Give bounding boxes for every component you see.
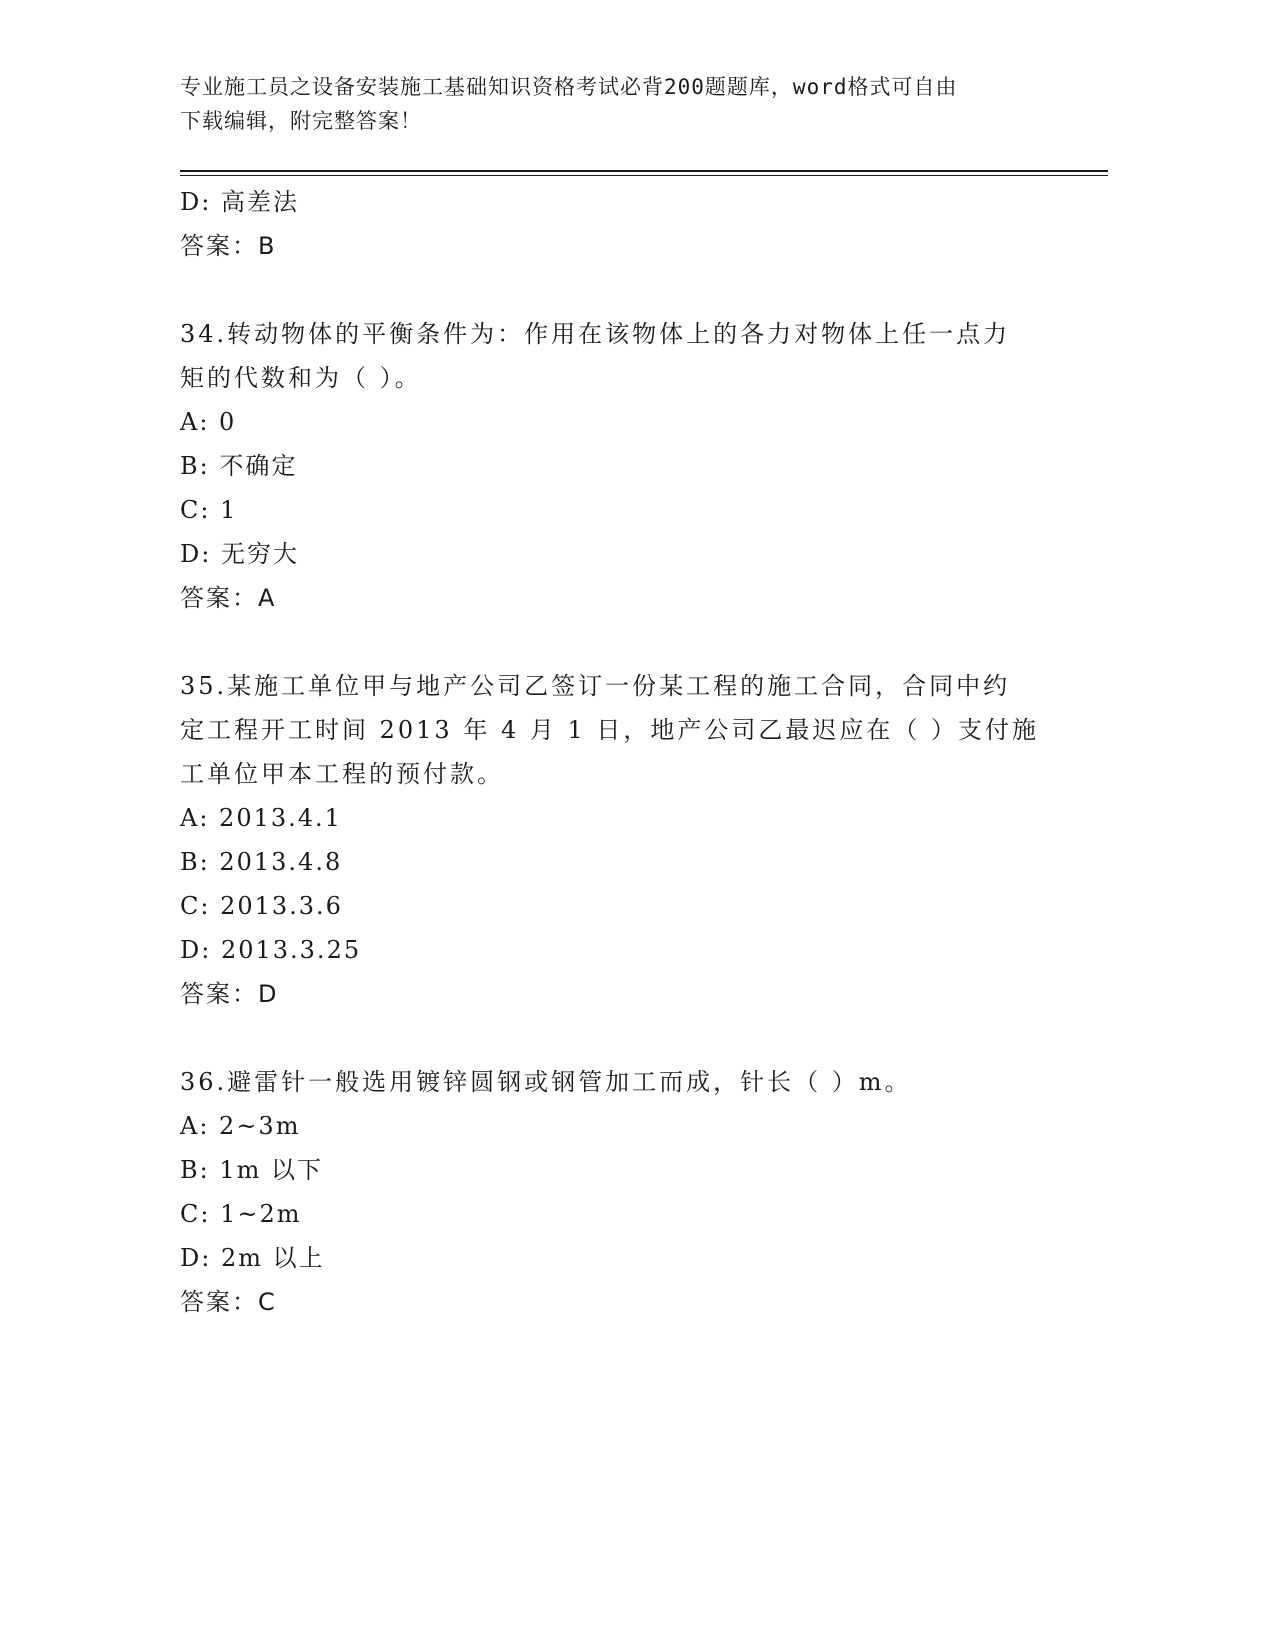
question-34-option-b: B: 不确定 xyxy=(180,452,298,480)
question-34-answer: 答案：A xyxy=(180,584,277,612)
question-36-text-line-1: 36.避雷针一般选用镀锌圆钢或钢管加工而成，针长（ ）m。 xyxy=(180,1068,912,1096)
question-36-option-b: B: 1m 以下 xyxy=(180,1156,324,1184)
question-35-option-a: A: 2013.4.1 xyxy=(180,804,342,832)
question-35-option-d: D: 2013.3.25 xyxy=(180,936,362,964)
question-35 xyxy=(180,664,1040,1016)
question-34-option-c: C: 1 xyxy=(180,496,238,524)
spacer xyxy=(180,620,1040,664)
question-35-text-line-1: 35.某施工单位甲与地产公司乙签订一份某工程的施工合同，合同中约 xyxy=(180,672,1011,700)
question-list xyxy=(180,180,1040,1324)
header-title-line-2: 下载编辑，附完整答案！ xyxy=(180,109,422,133)
question-35-answer: 答案：D xyxy=(180,980,279,1008)
spacer xyxy=(180,1016,1040,1060)
question-34-text-line-2: 矩的代数和为（ ）。 xyxy=(180,364,422,392)
prev-answer: 答案：B xyxy=(180,232,277,260)
header-divider xyxy=(180,170,1108,176)
question-34-option-a: A: 0 xyxy=(180,408,237,436)
question-36 xyxy=(180,1060,1040,1324)
question-34 xyxy=(180,312,1040,620)
question-36-option-c: C: 1~2m xyxy=(180,1200,302,1228)
header-title-line-1: 专业施工员之设备安装施工基础知识资格考试必背200题题库，word格式可自由 xyxy=(180,75,958,99)
spacer xyxy=(180,268,1040,312)
document-header xyxy=(180,70,1040,138)
question-35-option-c: C: 2013.3.6 xyxy=(180,892,343,920)
question-35-text-line-2: 定工程开工时间 2013 年 4 月 1 日，地产公司乙最迟应在（ ）支付施 xyxy=(180,716,1040,744)
prev-option-d: D: 高差法 xyxy=(180,188,299,216)
question-34-option-d: D: 无穷大 xyxy=(180,540,299,568)
question-36-option-d: D: 2m 以上 xyxy=(180,1244,325,1272)
question-34-text-line-1: 34.转动物体的平衡条件为：作用在该物体上的各力对物体上任一点力 xyxy=(180,320,1011,348)
question-36-answer: 答案：C xyxy=(180,1288,277,1316)
question-35-text-line-3: 工单位甲本工程的预付款。 xyxy=(180,760,504,788)
question-36-option-a: A: 2~3m xyxy=(180,1112,301,1140)
question-35-option-b: B: 2013.4.8 xyxy=(180,848,343,876)
